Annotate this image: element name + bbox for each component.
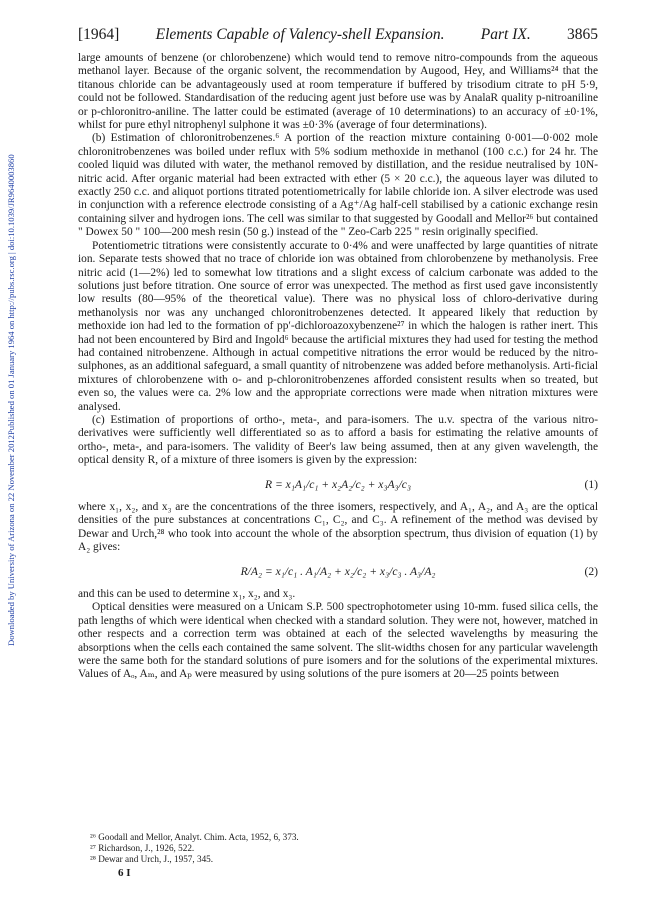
publication-line[interactable]: Published on 01 January 1964 on http://pubs.rsc.org | doi:10.1039/JR9640003860	[6, 154, 16, 435]
paragraph-determine: and this can be used to determine x₁, x₂, and x₃.	[78, 588, 296, 601]
header-year: [1964]	[78, 26, 120, 43]
page-number: 3865	[567, 26, 598, 43]
header-title: Elements Capable of Valency-shell Expansion.	[155, 26, 445, 43]
paragraph-isomers: (c) Estimation of proportions of ortho-, meta-, and para-isomers. The u.v. spectra of the various nitro-derivatives were sufficiently well differentiated so as to afford a basis for estimating the relative amounts of ortho-, meta-, and para-isomers. The validity of Beer's law being assumed, then at any given wavelength, the optical density R, of a mixture of three isomers is given by the expression:	[78, 413, 598, 467]
footnote-28: ²⁸ Dewar and Urch, J., 1957, 345.	[90, 854, 214, 865]
paragraph-refinement: where x₁, x₂, and x₃ are the concentrations of the three isomers, respectively, and A₁, A₂, and A₃ are the optical densities of the pure substances at concentrations C₁, C₂, and C₃. A refinement of the method was devised by Dewar and Urch,²⁸ who took into account the whole of the absorption spectrum, thus division of equation (1) by A₂ gives:	[78, 501, 598, 554]
paragraph-potentiometric: Potentiometric titrations were consistently accurate to 0·4% and were unaffected by large quantities of nitrate ion. Separate tests showed that no trace of chloride ion was obtained from chlorobenzene by methanolysis. Free nitric acid (1—2%) led to somewhat low titrations and a slight excess of calcium carbonate was added to the solutions just before titration. One source of error was unexpected. The method as first used gave inconsistently low results (80—95% of the theoretical value). There was no physical loss of chloro-derivative during methanolysis nor was any unchanged chloronitrobenzenes detected. It appeared likely that reduction by methoxide ion had led to the formation of pp′-dichloroazoxybenzene²⁷ in which the halogen is rather inert. This had not been encountered by Bird and Ingold⁶ because the artificial mixtures they had used for testing the method had contained nitrobenzene. Although in actual competitive nitrations the error would be reduced by the nitro-sulphones, as an additional safeguard, a small quantity of nitrobenzene was added before methanolysis. Arti-ficial mixtures of chlorobenzene with o- and p-chloronitrobenzenes afforded consistent results when so treated, but even so, the values were ca. 2% low and the appropriate corrections were made when nitration mixtures were analysed.	[78, 239, 598, 413]
equation-1-expression: R = x₁A₁/c₁ + x₂A₂/c₂ + x₃A₃/c₃	[264, 477, 411, 491]
download-line[interactable]: Downloaded by University of Arizona on 22 November 2012	[6, 434, 16, 646]
equation-1-number: (1)	[584, 477, 598, 491]
equation-1	[78, 478, 598, 491]
equation-2	[78, 565, 598, 578]
paragraph-optical-densities: Optical densities were measured on a Unicam S.P. 500 spectrophotometer using 10-mm. fused silica cells, the path lengths of which were identical when checked with a standard solution. They were not, however, matched in other respects and a correction term was obtained at each of the selected wavelengths by measuring the absorptions when the cells each contained the same solvent. The slit-widths chosen for any particular wavelength were the same both for the standard solutions of pure isomers and for the solutions of the experimental mixtures. Values of Aₒ, Aₘ, and Aₚ were measured by using solutions of the pure isomers at 20—25 points between	[78, 601, 598, 681]
body-text	[78, 52, 598, 682]
equation-2-expression: R/A₂ = x₁/c₁ . A₁/A₂ + x₂/c₂ + x₃/c₃ . A₃/A₂	[240, 564, 436, 578]
signature-mark: 6 I	[118, 867, 131, 879]
paragraph-chloronitrobenzenes: (b) Estimation of chloronitrobenzenes.⁶ A portion of the reaction mixture containing 0·001—0·002 mole chloronitrobenzenes was boiled under reflux with 5% sodium methoxide in methanol (100 c.c.) for 24 hr. The cooled liquid was diluted with water, the methanol removed by distillation, and the residue neutralised by 10N-nitric acid. After organic material had been extracted with ether (5 × 20 c.c.), the aqueous layer was diluted to exactly 250 c.c. and aliquot portions titrated potentiometrically for labile chloride ion. A silver electrode was used in conjunction with a reference electrode consisting of a Ag⁺/Ag half-cell stabilised by a cationic exchange resin containing silver and hydrogen ions. The cell was similar to that suggested by Goodall and Mellor²⁶ but contained " Dowex 50 " 100—200 mesh resin (50 g.) instead of the " Zeo-Carb 225 " resin originally specified.	[78, 132, 598, 239]
equation-2-number: (2)	[584, 564, 598, 578]
footnotes	[90, 832, 590, 866]
running-header	[78, 26, 598, 44]
download-watermark	[6, 154, 17, 646]
footnote-26: ²⁶ Goodall and Mellor, Analyt. Chim. Acta, 1952, 6, 373.	[90, 832, 299, 842]
header-part: Part IX.	[480, 26, 531, 43]
footnote-27: ²⁷ Richardson, J., 1926, 522.	[90, 843, 195, 854]
paragraph-reducing-agent: large amounts of benzene (or chlorobenzene) which would tend to remove nitro-compounds from the aqueous methanol layer. Because of the organic solvent, the recommendation by Augood, Hey, and Williams²⁴ that the titanous chloride can be advantageously used at room temperature if buffered by trisodium citrate to pH 5·9, could not be followed. Standardisation of the reducing agent just before use was by AnalaR quality p-nitroaniline or p-chloronitro-aniline. The latter could be estimated (average of 10 determinations) to an accuracy of ±0·1%, whilst for pure ethyl nitrophenyl sulphone it was ±0·3% (average of four determinations).	[78, 52, 598, 132]
